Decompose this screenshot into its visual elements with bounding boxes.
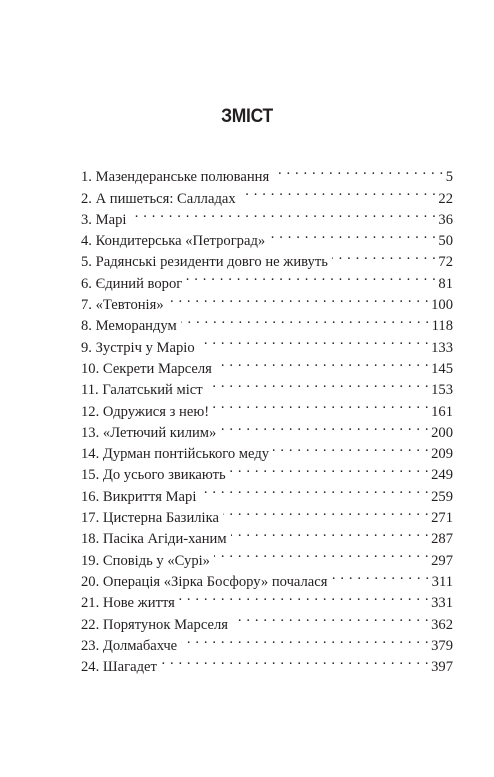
toc-entry-title: Секрети Марселя [102, 360, 212, 377]
toc-entry-page: 287 [431, 531, 453, 548]
toc-entry-page: 200 [431, 424, 453, 441]
toc-dot-leader [273, 437, 429, 458]
toc-dot-leader [332, 245, 437, 266]
toc-dot-leader [199, 330, 429, 351]
toc-dot-leader [168, 288, 429, 309]
toc-entry-page: 297 [431, 552, 453, 569]
toc-entry-title: Радянські резиденти довго не живуть [95, 254, 328, 271]
toc-entry-number: 14. [81, 446, 100, 463]
toc-entry-number: 15. [81, 467, 100, 484]
toc-entry-page: 5 [445, 169, 453, 186]
toc-dot-leader [269, 224, 436, 245]
toc-entry [81, 203, 453, 228]
toc-entry-page: 36 [438, 211, 453, 228]
toc-entry-title: Порятунок Марселя [102, 616, 228, 633]
toc-entry-number: 9. [81, 339, 92, 356]
toc-entry-page: 72 [438, 254, 453, 271]
page-title: ЗМІСТ [221, 106, 273, 127]
toc-entry-page: 331 [431, 595, 453, 612]
toc-entry-page: 145 [431, 360, 453, 377]
toc-dot-leader [240, 181, 437, 202]
toc-entry-title: Долмабахче [102, 637, 178, 654]
toc-entry-page: 81 [438, 275, 453, 292]
toc-dot-leader [230, 458, 429, 479]
toc-entry-number: 13. [81, 424, 100, 441]
toc-dot-leader [216, 352, 429, 373]
toc-entry-title: Марі [95, 211, 127, 228]
toc-entry-title: Одружися з нею! [102, 403, 210, 420]
toc-entry-title: А пишеться: Салладах [95, 190, 236, 207]
toc-dot-leader [161, 650, 429, 671]
toc-entry-number: 22. [81, 616, 100, 633]
toc-entry-title: «Тевтонія» [95, 297, 164, 314]
toc-dot-leader [231, 522, 430, 543]
toc-entry-title: Нове життя [102, 595, 175, 612]
toc-entry-number: 1. [81, 169, 92, 186]
toc-dot-leader [331, 565, 429, 586]
toc-entry-page: 209 [431, 446, 453, 463]
toc-entry-number: 11. [81, 382, 99, 399]
toc-entry-number: 10. [81, 360, 100, 377]
toc-dot-leader [214, 543, 429, 564]
toc-entry-number: 23. [81, 637, 100, 654]
toc-dot-leader [207, 373, 429, 394]
toc-entry-title: Дурман понтійського меду [102, 446, 270, 463]
toc-entry-page: 153 [431, 382, 453, 399]
toc-dot-leader [200, 479, 429, 500]
toc-entry-page: 271 [431, 510, 453, 527]
toc-dot-leader [213, 394, 429, 415]
toc-entry-number: 24. [81, 659, 100, 676]
toc-entry-title: Галатський міст [102, 382, 203, 399]
toc-entry-number: 6. [81, 275, 92, 292]
toc-entry-page: 362 [431, 616, 453, 633]
toc-dot-leader [181, 309, 430, 330]
toc-dot-leader [130, 203, 436, 224]
toc-dot-leader [181, 629, 429, 650]
toc-entry-page: 379 [431, 637, 453, 654]
table-of-contents [81, 160, 453, 676]
toc-entry-page: 161 [431, 403, 453, 420]
toc-entry-page: 133 [431, 339, 453, 356]
toc-dot-leader [179, 586, 429, 607]
toc-entry-title: Операція «Зірка Босфору» почалася [102, 573, 328, 590]
toc-entry-number: 4. [81, 233, 92, 250]
toc-dot-leader [232, 607, 429, 628]
toc-entry-title: Єдиний ворог [95, 275, 183, 292]
toc-entry-page: 259 [431, 488, 453, 505]
toc-entry-title: Цистерна Базиліка [102, 510, 219, 527]
toc-entry-title: Мазендеранське полювання [95, 169, 270, 186]
toc-dot-leader [186, 266, 436, 287]
toc-entry-number: 17. [81, 510, 100, 527]
toc-entry-number: 2. [81, 190, 92, 207]
toc-entry-number: 19. [81, 552, 100, 569]
toc-entry-page: 100 [431, 297, 453, 314]
toc-dot-leader [273, 160, 444, 181]
toc-dot-leader [220, 416, 429, 437]
toc-entry-page: 22 [438, 190, 453, 207]
toc-entry-title: Викриття Марі [102, 488, 197, 505]
toc-entry-page: 397 [431, 659, 453, 676]
toc-entry-title: Меморандум [95, 318, 177, 335]
toc-entry-number: 21. [81, 595, 100, 612]
toc-entry-number: 7. [81, 297, 92, 314]
toc-entry-title: Зустріч у Маріо [95, 339, 195, 356]
toc-entry-page: 118 [431, 318, 453, 335]
toc-entry-title: Сповідь у «Сурі» [102, 552, 210, 569]
toc-entry-title: Шагадет [102, 659, 157, 676]
toc-entry-number: 20. [81, 573, 100, 590]
toc-entry-title: Кондитерська «Петроград» [95, 233, 266, 250]
toc-entry-page: 50 [438, 233, 453, 250]
toc-entry [81, 224, 453, 250]
toc-entry-page: 311 [431, 573, 453, 590]
toc-entry-number: 12. [81, 403, 100, 420]
toc-dot-leader [223, 501, 429, 522]
toc-entry [81, 160, 453, 186]
toc-entry-title: Пасіка Агіди-ханим [102, 531, 227, 548]
toc-entry-number: 18. [81, 531, 100, 548]
toc-entry-page: 249 [431, 467, 453, 484]
toc-entry-number: 3. [81, 211, 92, 228]
toc-entry-number: 8. [81, 318, 92, 335]
toc-entry-number: 5. [81, 254, 92, 271]
toc-entry-title: До усього звикають [102, 467, 226, 484]
toc-entry-title: «Летючий килим» [102, 424, 217, 441]
toc-entry-number: 16. [81, 488, 100, 505]
